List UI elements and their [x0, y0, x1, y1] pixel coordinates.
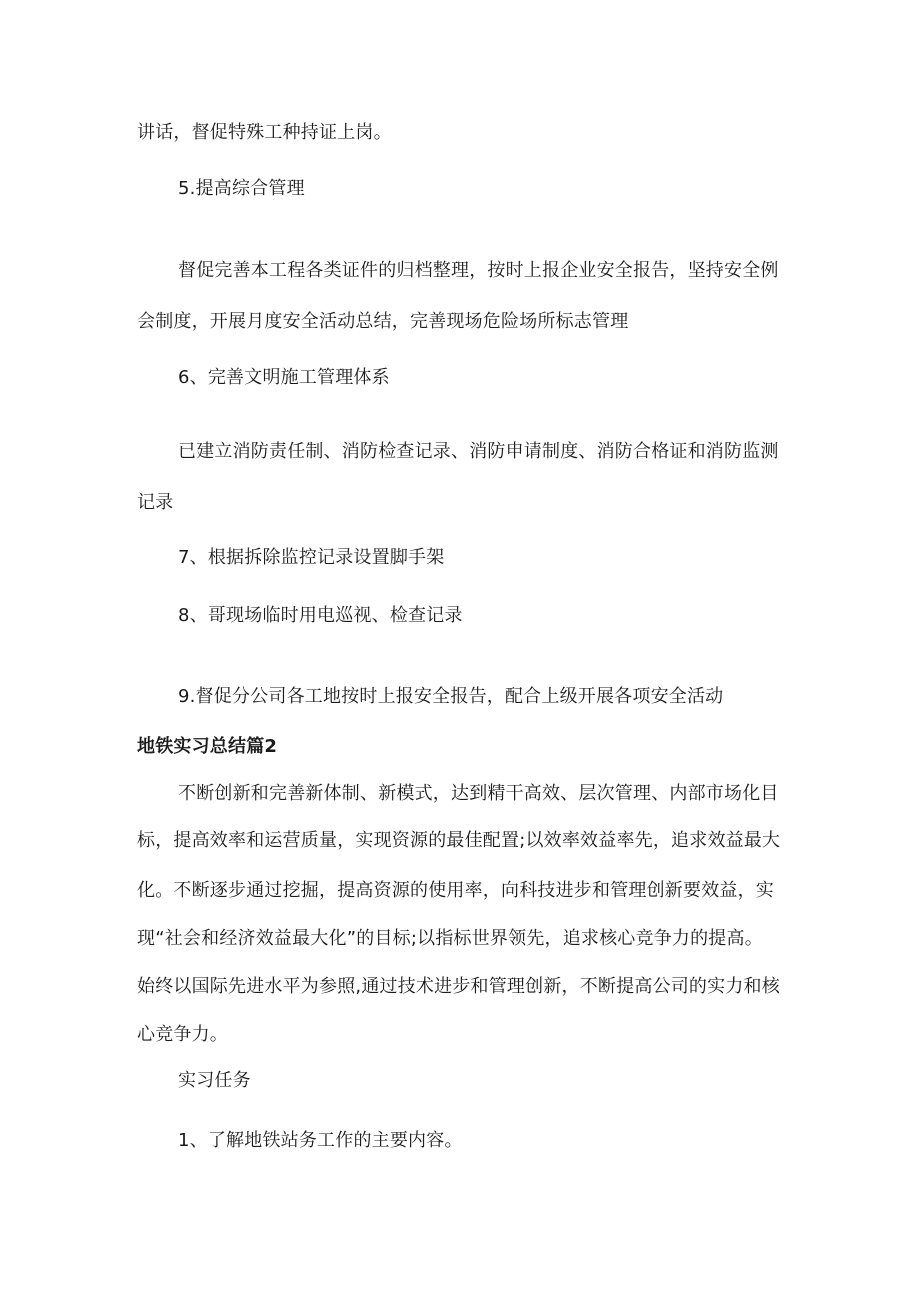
section-heading-6: 6、完善文明施工管理体系	[178, 367, 390, 388]
paragraph-line: 始终以国际先进水平为参照,通过技术进步和管理创新，不断提高公司的实力和核	[137, 976, 780, 997]
section-heading-internship-tasks: 实习任务	[178, 1070, 251, 1091]
paragraph-line: 化。不断逐步通过挖掘，提高资源的使用率，向科技进步和管理创新要效益，实	[137, 880, 774, 901]
paragraph-line: 讲话，督促特殊工种持证上岗。	[137, 122, 392, 143]
list-item-9: 9.督促分公司各工地按时上报安全报告，配合上级开展各项安全活动	[178, 686, 724, 707]
paragraph-line: 会制度，开展月度安全活动总结，完善现场危险场所标志管理	[137, 311, 629, 332]
paragraph-line: 现“社会和经济效益最大化”的目标;以指标世界领先，追求核心竞争力的提高。	[137, 928, 763, 949]
paragraph-line: 督促完善本工程各类证件的归档整理，按时上报企业安全报告，坚持安全例	[178, 260, 779, 281]
list-item-7: 7、根据拆除监控记录设置脚手架	[178, 547, 445, 568]
paragraph-line: 已建立消防责任制、消防检查记录、消防申请制度、消防合格证和消防监测	[178, 441, 779, 462]
paragraph-line: 心竞争力。	[137, 1024, 228, 1045]
list-item-8: 8、哥现场临时用电巡视、检查记录	[178, 605, 463, 626]
section-heading-5: 5.提高综合管理	[178, 178, 305, 199]
list-item-1: 1、了解地铁站务工作的主要内容。	[178, 1130, 463, 1151]
article-title: 地铁实习总结篇2	[137, 736, 278, 757]
paragraph-line: 标，提高效率和运营质量，实现资源的最佳配置;以效率效益率先，追求效益最大	[137, 830, 781, 851]
paragraph-line: 记录	[137, 492, 174, 513]
paragraph-line: 不断创新和完善新体制、新模式，达到精干高效、层次管理、内部市场化目	[178, 783, 779, 804]
